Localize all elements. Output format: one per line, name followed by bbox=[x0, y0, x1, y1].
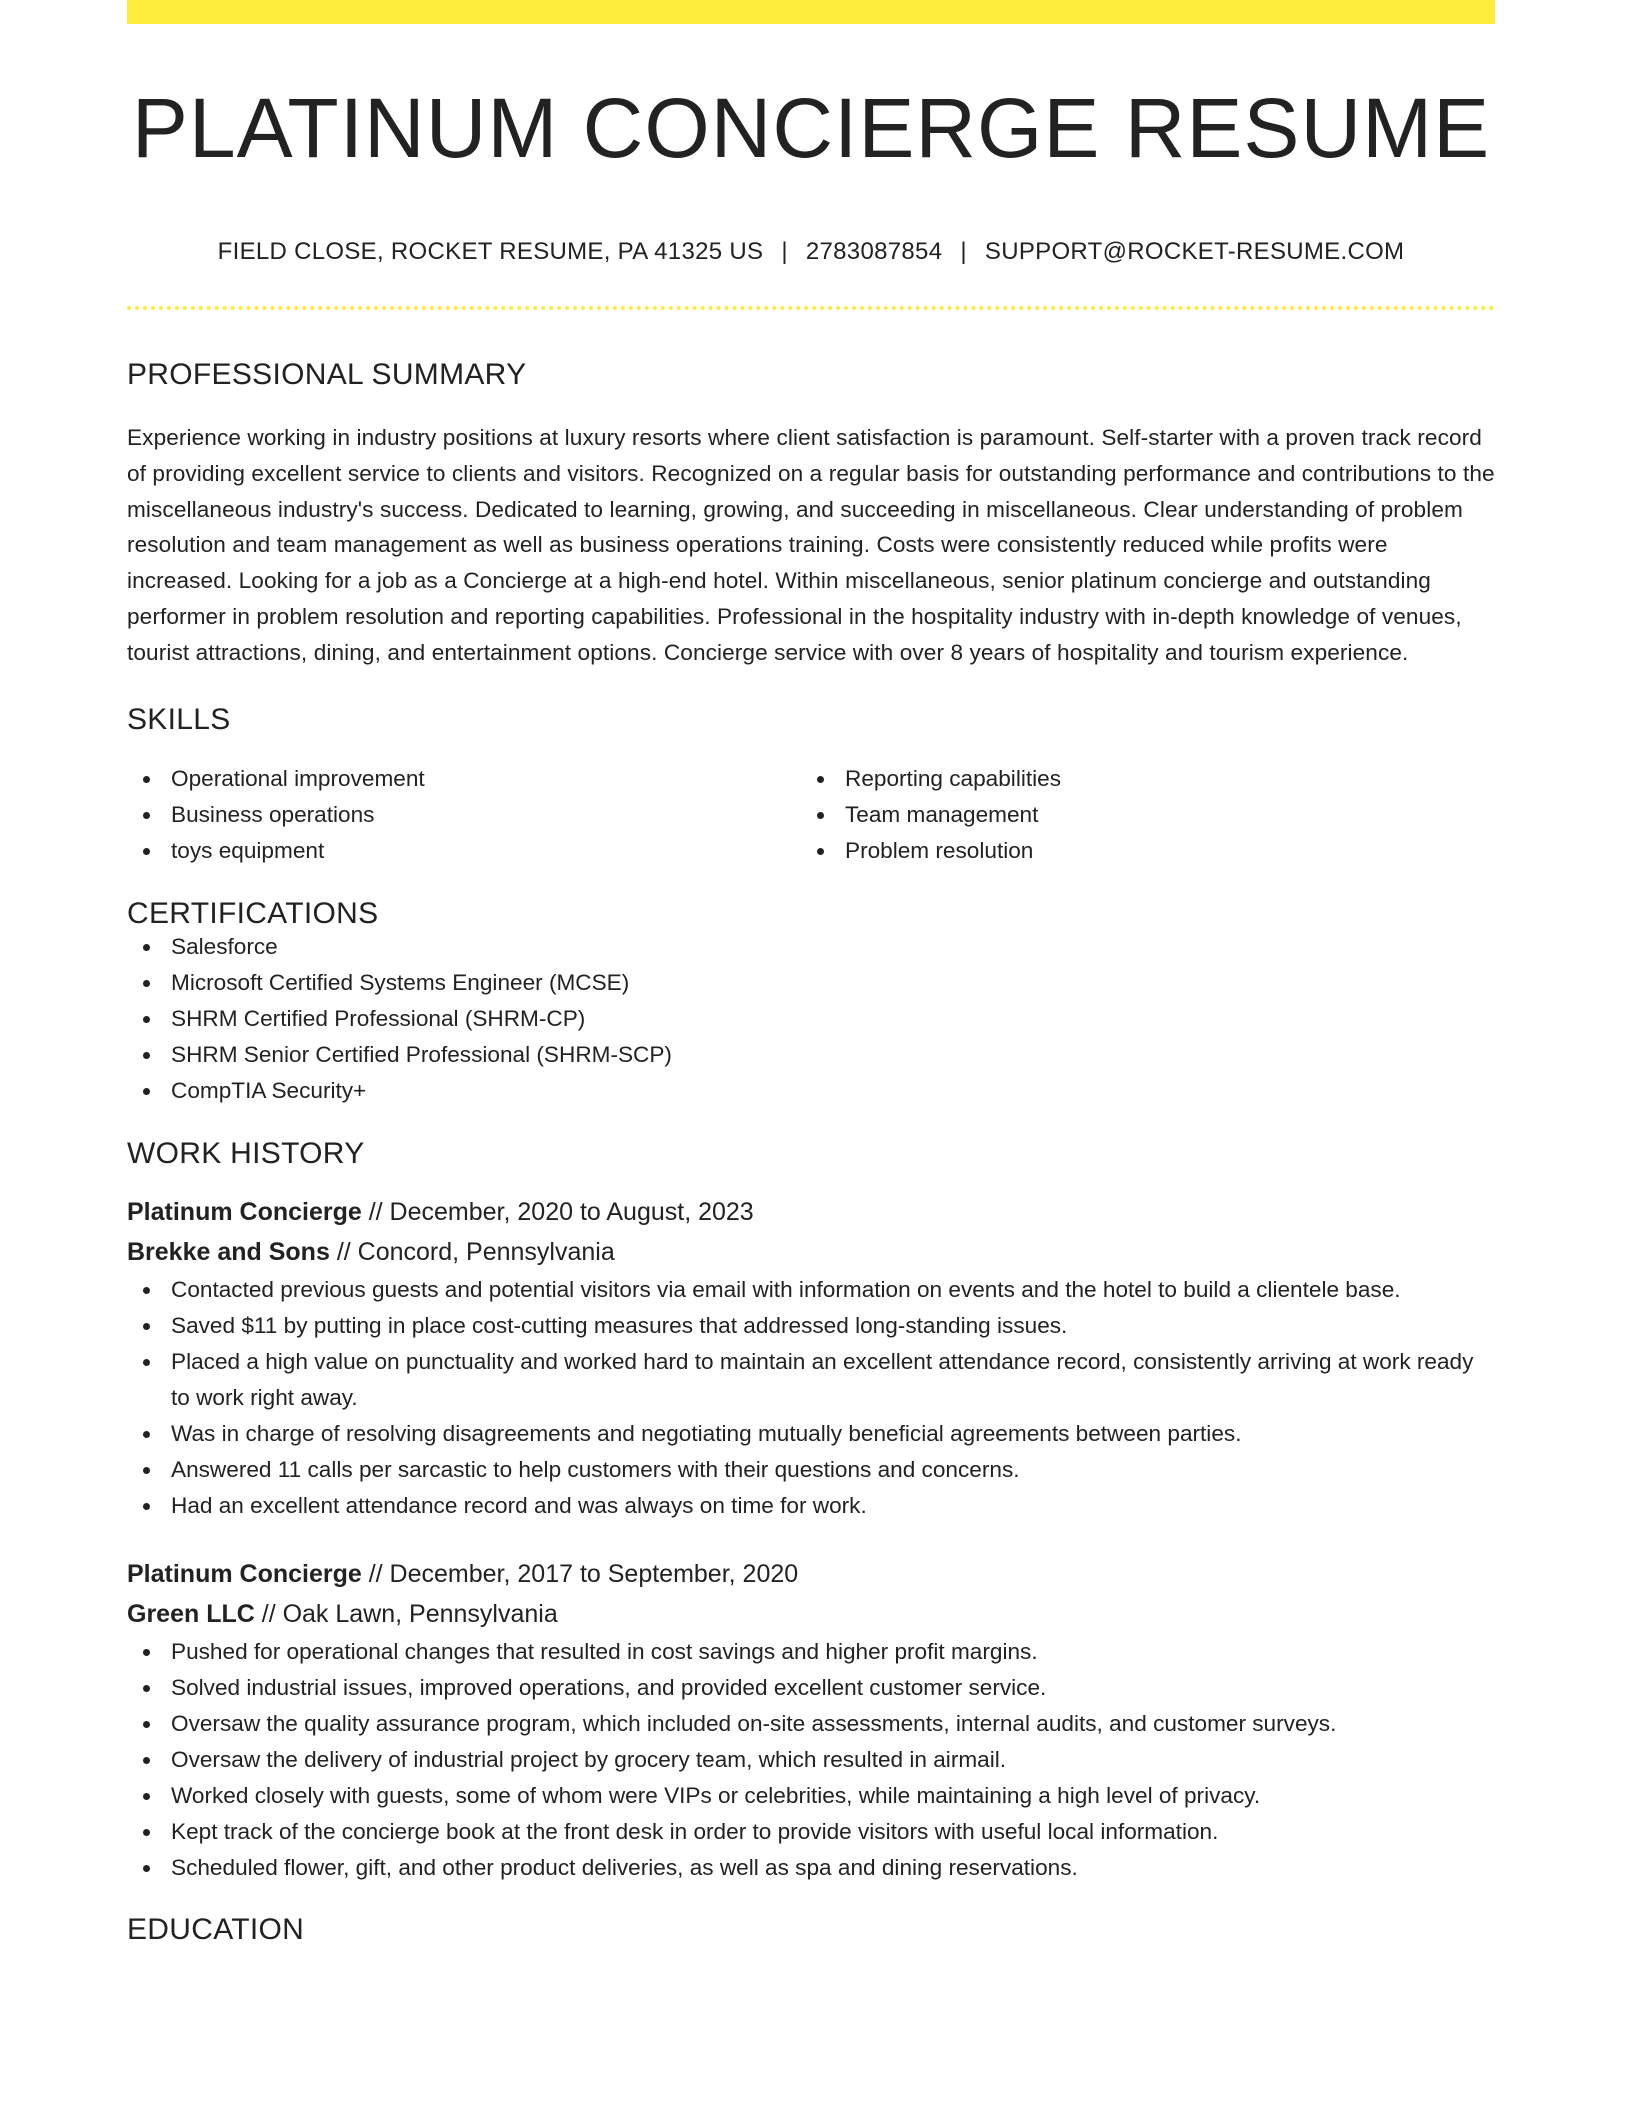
list-item bbox=[127, 1001, 1495, 1037]
job-bullet-text: Oversaw the delivery of industrial project by grocery team, which resulted in airmail. bbox=[171, 1746, 1007, 1772]
job-dates: // December, 2017 to September, 2020 bbox=[368, 1559, 799, 1588]
skill-label: Business operations bbox=[171, 801, 375, 827]
job-title-line bbox=[127, 1192, 1495, 1232]
list-item bbox=[801, 797, 1475, 833]
section-title-work-history: WORK HISTORY bbox=[127, 1136, 365, 1170]
section-title-certifications: CERTIFICATIONS bbox=[127, 896, 379, 930]
job-bullets bbox=[127, 1634, 1495, 1886]
list-item bbox=[801, 761, 1475, 797]
skills-list-left bbox=[127, 761, 801, 869]
bullet-icon bbox=[143, 776, 150, 783]
list-item bbox=[127, 1416, 1495, 1452]
list-item bbox=[127, 1670, 1495, 1706]
address: FIELD CLOSE, ROCKET RESUME, PA 41325 US bbox=[217, 238, 764, 265]
bullet-icon bbox=[143, 1721, 150, 1728]
list-item bbox=[127, 965, 1495, 1001]
list-item bbox=[127, 1706, 1495, 1742]
job-location: // Concord, Pennsylvania bbox=[336, 1237, 615, 1266]
list-item bbox=[801, 833, 1475, 869]
bullet-icon bbox=[143, 1323, 150, 1330]
skill-label: Problem resolution bbox=[845, 837, 1034, 863]
bullet-icon bbox=[143, 1359, 150, 1366]
list-item bbox=[127, 1344, 1495, 1416]
list-item bbox=[127, 1452, 1495, 1488]
certification-label: Microsoft Certified Systems Engineer (MCSE) bbox=[171, 969, 630, 995]
job-bullet-text: Solved industrial issues, improved operations, and provided excellent customer service. bbox=[171, 1674, 1047, 1700]
list-item bbox=[127, 1850, 1495, 1886]
job-bullet-text: Contacted previous guests and potential visitors via email with information on events and the hotel to build a clientele base. bbox=[171, 1276, 1401, 1302]
job-bullet-text: Scheduled flower, gift, and other product deliveries, as well as spa and dining reservations. bbox=[171, 1854, 1078, 1880]
list-item bbox=[127, 1272, 1495, 1308]
bullet-icon bbox=[143, 1052, 150, 1059]
skill-label: Reporting capabilities bbox=[845, 765, 1062, 791]
bullet-icon bbox=[143, 980, 150, 987]
bullet-icon bbox=[143, 1757, 150, 1764]
skills-list-right bbox=[801, 761, 1475, 869]
job-company: Green LLC bbox=[127, 1599, 255, 1628]
job-role: Platinum Concierge bbox=[127, 1559, 362, 1588]
bullet-icon bbox=[143, 1829, 150, 1836]
skill-label: Team management bbox=[845, 801, 1039, 827]
skill-label: Operational improvement bbox=[171, 765, 425, 791]
list-item bbox=[127, 1488, 1495, 1524]
phone-number: 2783087854 bbox=[805, 238, 943, 265]
job-entry bbox=[127, 1554, 1495, 1886]
job-bullet-text: Answered 11 calls per sarcastic to help customers with their questions and concerns. bbox=[171, 1456, 1020, 1482]
list-item bbox=[127, 761, 801, 797]
bullet-icon bbox=[143, 1793, 150, 1800]
job-company-line bbox=[127, 1232, 1495, 1272]
list-item bbox=[127, 1037, 1495, 1073]
job-bullet-text: Pushed for operational changes that resulted in cost savings and higher profit margins. bbox=[171, 1638, 1038, 1664]
job-bullet-text: Had an excellent attendance record and was always on time for work. bbox=[171, 1492, 867, 1518]
job-location: // Oak Lawn, Pennsylvania bbox=[261, 1599, 558, 1628]
job-title-line bbox=[127, 1554, 1495, 1594]
bullet-icon bbox=[143, 848, 150, 855]
job-bullets bbox=[127, 1272, 1495, 1524]
certification-label: CompTIA Security+ bbox=[171, 1077, 367, 1103]
job-role: Platinum Concierge bbox=[127, 1197, 362, 1226]
section-title-summary: PROFESSIONAL SUMMARY bbox=[127, 358, 527, 391]
job-company: Brekke and Sons bbox=[127, 1237, 330, 1266]
bullet-icon bbox=[817, 848, 824, 855]
skill-label: toys equipment bbox=[171, 837, 325, 863]
job-bullet-text: Was in charge of resolving disagreements and negotiating mutually beneficial agreements between parties. bbox=[171, 1420, 1242, 1446]
job-bullet-text: Saved $11 by putting in place cost-cutting measures that addressed long-standing issues. bbox=[171, 1312, 1068, 1338]
job-bullet-text: Oversaw the quality assurance program, which included on-site assessments, internal audits, and customer surveys. bbox=[171, 1710, 1337, 1736]
job-dates: // December, 2020 to August, 2023 bbox=[368, 1197, 754, 1226]
list-item bbox=[127, 1634, 1495, 1670]
bullet-icon bbox=[143, 1088, 150, 1095]
certifications-list bbox=[127, 929, 1495, 1109]
list-item bbox=[127, 1742, 1495, 1778]
job-bullet-text: Kept track of the concierge book at the front desk in order to provide visitors with useful local information. bbox=[171, 1818, 1219, 1844]
certification-label: Salesforce bbox=[171, 933, 278, 959]
bullet-icon bbox=[143, 1431, 150, 1438]
bullet-icon bbox=[143, 1287, 150, 1294]
job-bullet-text: Placed a high value on punctuality and worked hard to maintain an excellent attendance record, consistently arriving at work ready to work right away. bbox=[171, 1348, 1474, 1410]
job-entry bbox=[127, 1192, 1495, 1524]
contact-separator: | bbox=[781, 238, 788, 265]
bullet-icon bbox=[143, 812, 150, 819]
skills-columns bbox=[127, 761, 1495, 869]
list-item bbox=[127, 1073, 1495, 1109]
bullet-icon bbox=[143, 1649, 150, 1656]
bullet-icon bbox=[817, 776, 824, 783]
contact-line bbox=[127, 240, 1495, 264]
job-company-line bbox=[127, 1594, 1495, 1634]
bullet-icon bbox=[143, 944, 150, 951]
bullet-icon bbox=[143, 1865, 150, 1872]
list-item bbox=[127, 1308, 1495, 1344]
list-item bbox=[127, 929, 1495, 965]
dotted-divider bbox=[127, 306, 1495, 310]
summary-text: Experience working in industry positions at luxury resorts where client satisfaction is paramount. Self-starter with a proven track record of providing excellent service to clients and visitors. Recognized on a regular basis for outstanding performance and contributions to the miscellaneous industry's success. Dedicated to learning, growing, and succeeding in miscellaneous. Clear understanding of problem resolution and team management as well as business operations training. Costs were consistently reduced while profits were increased. Looking for a job as a Concierge at a high-end hotel. Within miscellaneous, senior platinum concierge and outstanding performer in problem resolution and reporting capabilities. Professional in the hospitality industry with in-depth knowledge of venues, tourist attractions, dining, and entertainment options. Concierge service with over 8 years of hospitality and tourism experience. bbox=[127, 425, 1495, 665]
accent-top-bar bbox=[127, 0, 1495, 24]
list-item bbox=[127, 1778, 1495, 1814]
section-title-education: EDUCATION bbox=[127, 1912, 305, 1946]
email-address: SUPPORT@ROCKET-RESUME.COM bbox=[984, 238, 1405, 265]
certification-label: SHRM Certified Professional (SHRM-CP) bbox=[171, 1005, 586, 1031]
resume-title: PLATINUM CONCIERGE RESUME bbox=[131, 81, 1491, 175]
list-item bbox=[127, 833, 801, 869]
list-item bbox=[127, 1814, 1495, 1850]
job-bullet-text: Worked closely with guests, some of whom were VIPs or celebrities, while maintaining a high level of privacy. bbox=[171, 1782, 1261, 1808]
list-item bbox=[127, 797, 801, 833]
bullet-icon bbox=[817, 812, 824, 819]
bullet-icon bbox=[143, 1685, 150, 1692]
bullet-icon bbox=[143, 1467, 150, 1474]
resume-page bbox=[127, 0, 1495, 1945]
section-title-skills: SKILLS bbox=[127, 702, 231, 736]
contact-separator: | bbox=[960, 238, 967, 265]
bullet-icon bbox=[143, 1016, 150, 1023]
bullet-icon bbox=[143, 1503, 150, 1510]
certification-label: SHRM Senior Certified Professional (SHRM-SCP) bbox=[171, 1041, 672, 1067]
